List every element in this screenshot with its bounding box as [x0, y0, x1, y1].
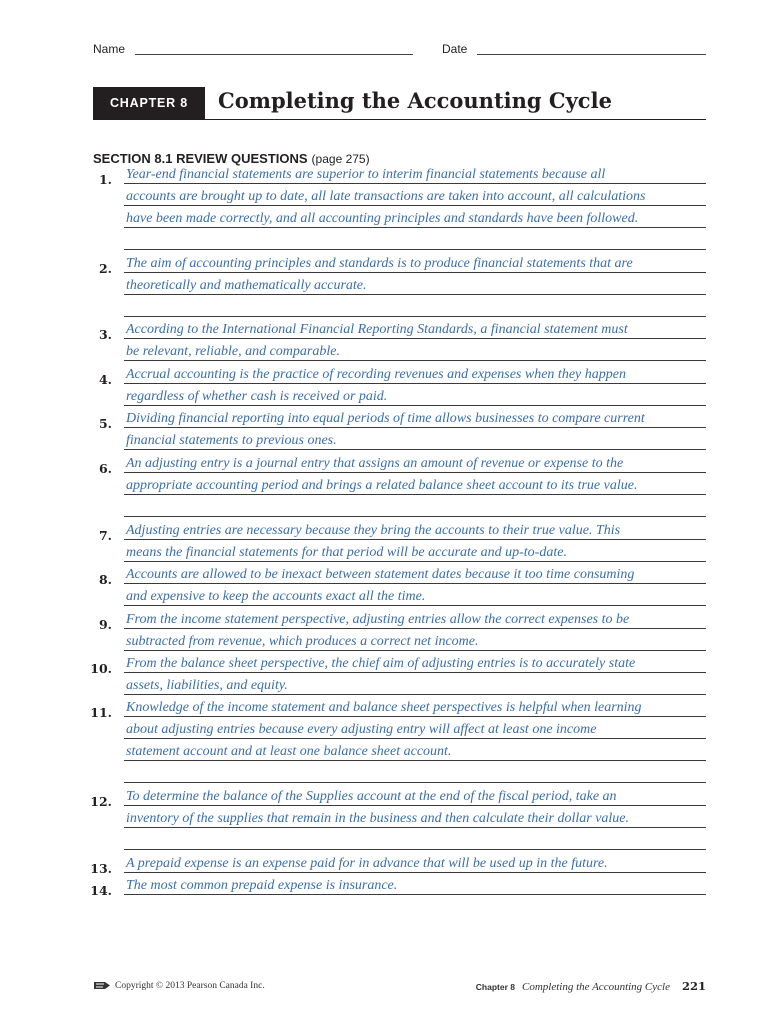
- chapter-title: Completing the Accounting Cycle: [218, 88, 612, 113]
- answer-text: A prepaid expense is an expense paid for in advance that will be used up in the future.: [126, 856, 608, 871]
- answer-text: inventory of the supplies that remain in the business and then calculate their dollar value.: [126, 811, 630, 826]
- answer-text: theoretically and mathematically accurate.: [126, 278, 367, 293]
- answer-text: and expensive to keep the accounts exact all the time.: [126, 589, 426, 604]
- answer-text: Adjusting entries are necessary because they bring the accounts to their true value. This: [126, 523, 621, 538]
- question-number: 5.: [98, 416, 112, 431]
- answer-line[interactable]: [124, 828, 706, 850]
- question-number: 4.: [98, 372, 112, 387]
- question-number: 3.: [98, 327, 112, 342]
- answer-line[interactable]: [124, 495, 706, 517]
- question-number: 11.: [90, 705, 112, 720]
- answer-text: The aim of accounting principles and standards is to produce financial statements that are: [126, 256, 633, 271]
- name-label: Name: [93, 42, 126, 56]
- copyright-text: Copyright © 2013 Pearson Canada Inc.: [115, 980, 265, 991]
- answer-text: Accounts are allowed to be inexact between statement dates because it too time consuming: [126, 567, 635, 582]
- answer-text: From the income statement perspective, adjusting entries allow the correct expenses to be: [126, 612, 630, 627]
- question-number: 2.: [98, 261, 112, 276]
- question-number: 8.: [98, 572, 112, 587]
- footer-chapter-title: Completing the Accounting Cycle: [522, 981, 670, 993]
- chapter-badge: CHAPTER 8: [93, 87, 205, 119]
- answer-text: accounts are brought up to date, all late transactions are taken into account, all calculations: [126, 189, 646, 204]
- answer-text: subtracted from revenue, which produces a correct net income.: [126, 634, 479, 649]
- answer-text: From the balance sheet perspective, the chief aim of adjusting entries is to accurately state: [126, 656, 636, 671]
- answer-text: According to the International Financial Reporting Standards, a financial statement must: [126, 322, 628, 337]
- answer-line[interactable]: [124, 295, 706, 317]
- section-title: SECTION 8.1 REVIEW QUESTIONS: [93, 151, 308, 166]
- answer-text: have been made correctly, and all accounting principles and standards have been followed.: [126, 211, 639, 226]
- answer-text: about adjusting entries because every adjusting entry will affect at least one income: [126, 722, 597, 737]
- footer-copyright: [93, 980, 265, 991]
- answer-text: appropriate accounting period and brings a related balance sheet account to its true value.: [126, 478, 638, 493]
- question-number: 9.: [98, 617, 112, 632]
- answer-text: The most common prepaid expense is insurance.: [126, 878, 398, 893]
- question-number: 14.: [90, 883, 112, 898]
- question-number: 12.: [90, 794, 112, 809]
- answer-text: Year-end financial statements are superior to interim financial statements because all: [126, 167, 606, 182]
- answer-line[interactable]: [124, 761, 706, 783]
- answer-text: means the financial statements for that period will be accurate and up-to-date.: [126, 545, 567, 560]
- footer-running-head: [476, 977, 706, 995]
- answer-text: be relevant, reliable, and comparable.: [126, 344, 340, 359]
- question-number: 1.: [98, 172, 112, 187]
- answer-text: Dividing financial reporting into equal periods of time allows businesses to compare current: [126, 411, 645, 426]
- question-number: 10.: [90, 661, 112, 676]
- answer-text: Knowledge of the income statement and balance sheet perspectives is helpful when learning: [126, 700, 642, 715]
- answer-text: assets, liabilities, and equity.: [126, 678, 288, 693]
- answer-text: regardless of whether cash is received or paid.: [126, 389, 388, 404]
- answer-text: statement account and at least one balance sheet account.: [126, 744, 452, 759]
- footer-chapter-label: Chapter 8: [475, 982, 516, 992]
- answer-text: To determine the balance of the Supplies account at the end of the fiscal period, take an: [126, 789, 617, 804]
- answer-line[interactable]: [124, 228, 706, 250]
- publisher-logo-icon: [93, 980, 111, 991]
- page-number: 221: [681, 979, 706, 993]
- question-number: 6.: [98, 461, 112, 476]
- date-label: Date: [442, 42, 468, 56]
- answer-text: An adjusting entry is a journal entry that assigns an amount of revenue or expense to the: [126, 456, 624, 471]
- section-page-ref: (page 275): [311, 152, 370, 166]
- answer-text: financial statements to previous ones.: [126, 433, 337, 448]
- question-number: 7.: [98, 528, 112, 543]
- answer-text: Accrual accounting is the practice of recording revenues and expenses when they happen: [126, 367, 626, 382]
- question-number: 13.: [90, 861, 112, 876]
